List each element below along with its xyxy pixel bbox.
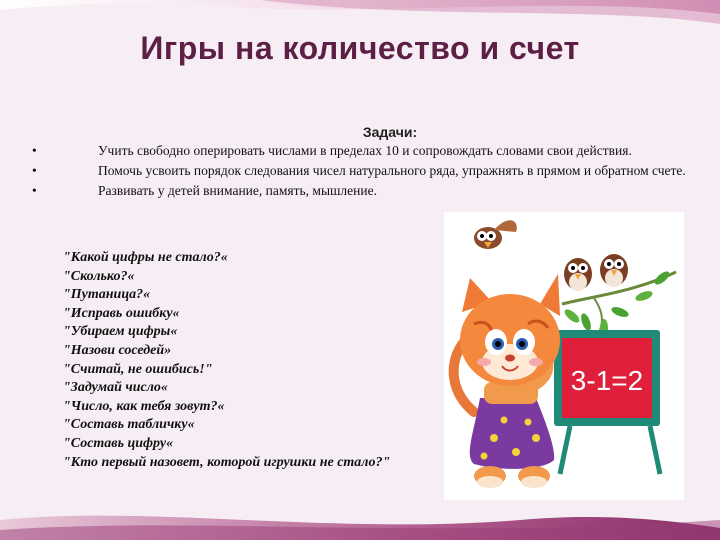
game-item: "Сколько?« [63, 268, 135, 284]
game-item: "Путаница?« [63, 287, 151, 303]
task-text: Развивать у детей внимание, память, мышление. [98, 183, 377, 198]
bullet: • [32, 143, 37, 158]
game-item: "Число, как тебя зовут?« [63, 398, 225, 414]
task-item [32, 163, 702, 178]
task-text: Учить свободно оперировать числами в пределах 10 и сопровождать словами свои действия. [98, 143, 632, 158]
game-item: "Считай, не ошибись!" [63, 361, 213, 377]
task-item [32, 183, 702, 198]
bullet: • [32, 163, 37, 178]
game-item: "Исправь ошибку« [63, 305, 180, 321]
game-item: "Убираем цифры« [63, 324, 178, 340]
game-item: "Задумай число« [63, 380, 168, 396]
games-list [63, 249, 390, 472]
kitten-chalkboard-image [444, 212, 684, 500]
tasks-heading: Задачи: [362, 124, 418, 140]
tasks-list [32, 143, 702, 203]
game-item: "Какой цифры не стало?« [63, 250, 228, 265]
board-equation: 3-1=2 [570, 365, 644, 396]
game-item: "Назови соседей» [63, 342, 172, 358]
task-text: Помочь усвоить порядок следования чисел натурального ряда, упражнять в прямом и обратном счете. [98, 163, 686, 178]
game-item: "Составь табличку« [63, 417, 195, 433]
task-item [32, 143, 702, 158]
kitten-illustration [444, 212, 684, 500]
game-item: "Составь цифру« [63, 435, 174, 451]
bullet: • [32, 183, 37, 198]
game-item: "Кто первый назовет, которой игрушки не стало?" [63, 454, 391, 470]
slide-title: Игры на количество и счет [140, 30, 580, 66]
